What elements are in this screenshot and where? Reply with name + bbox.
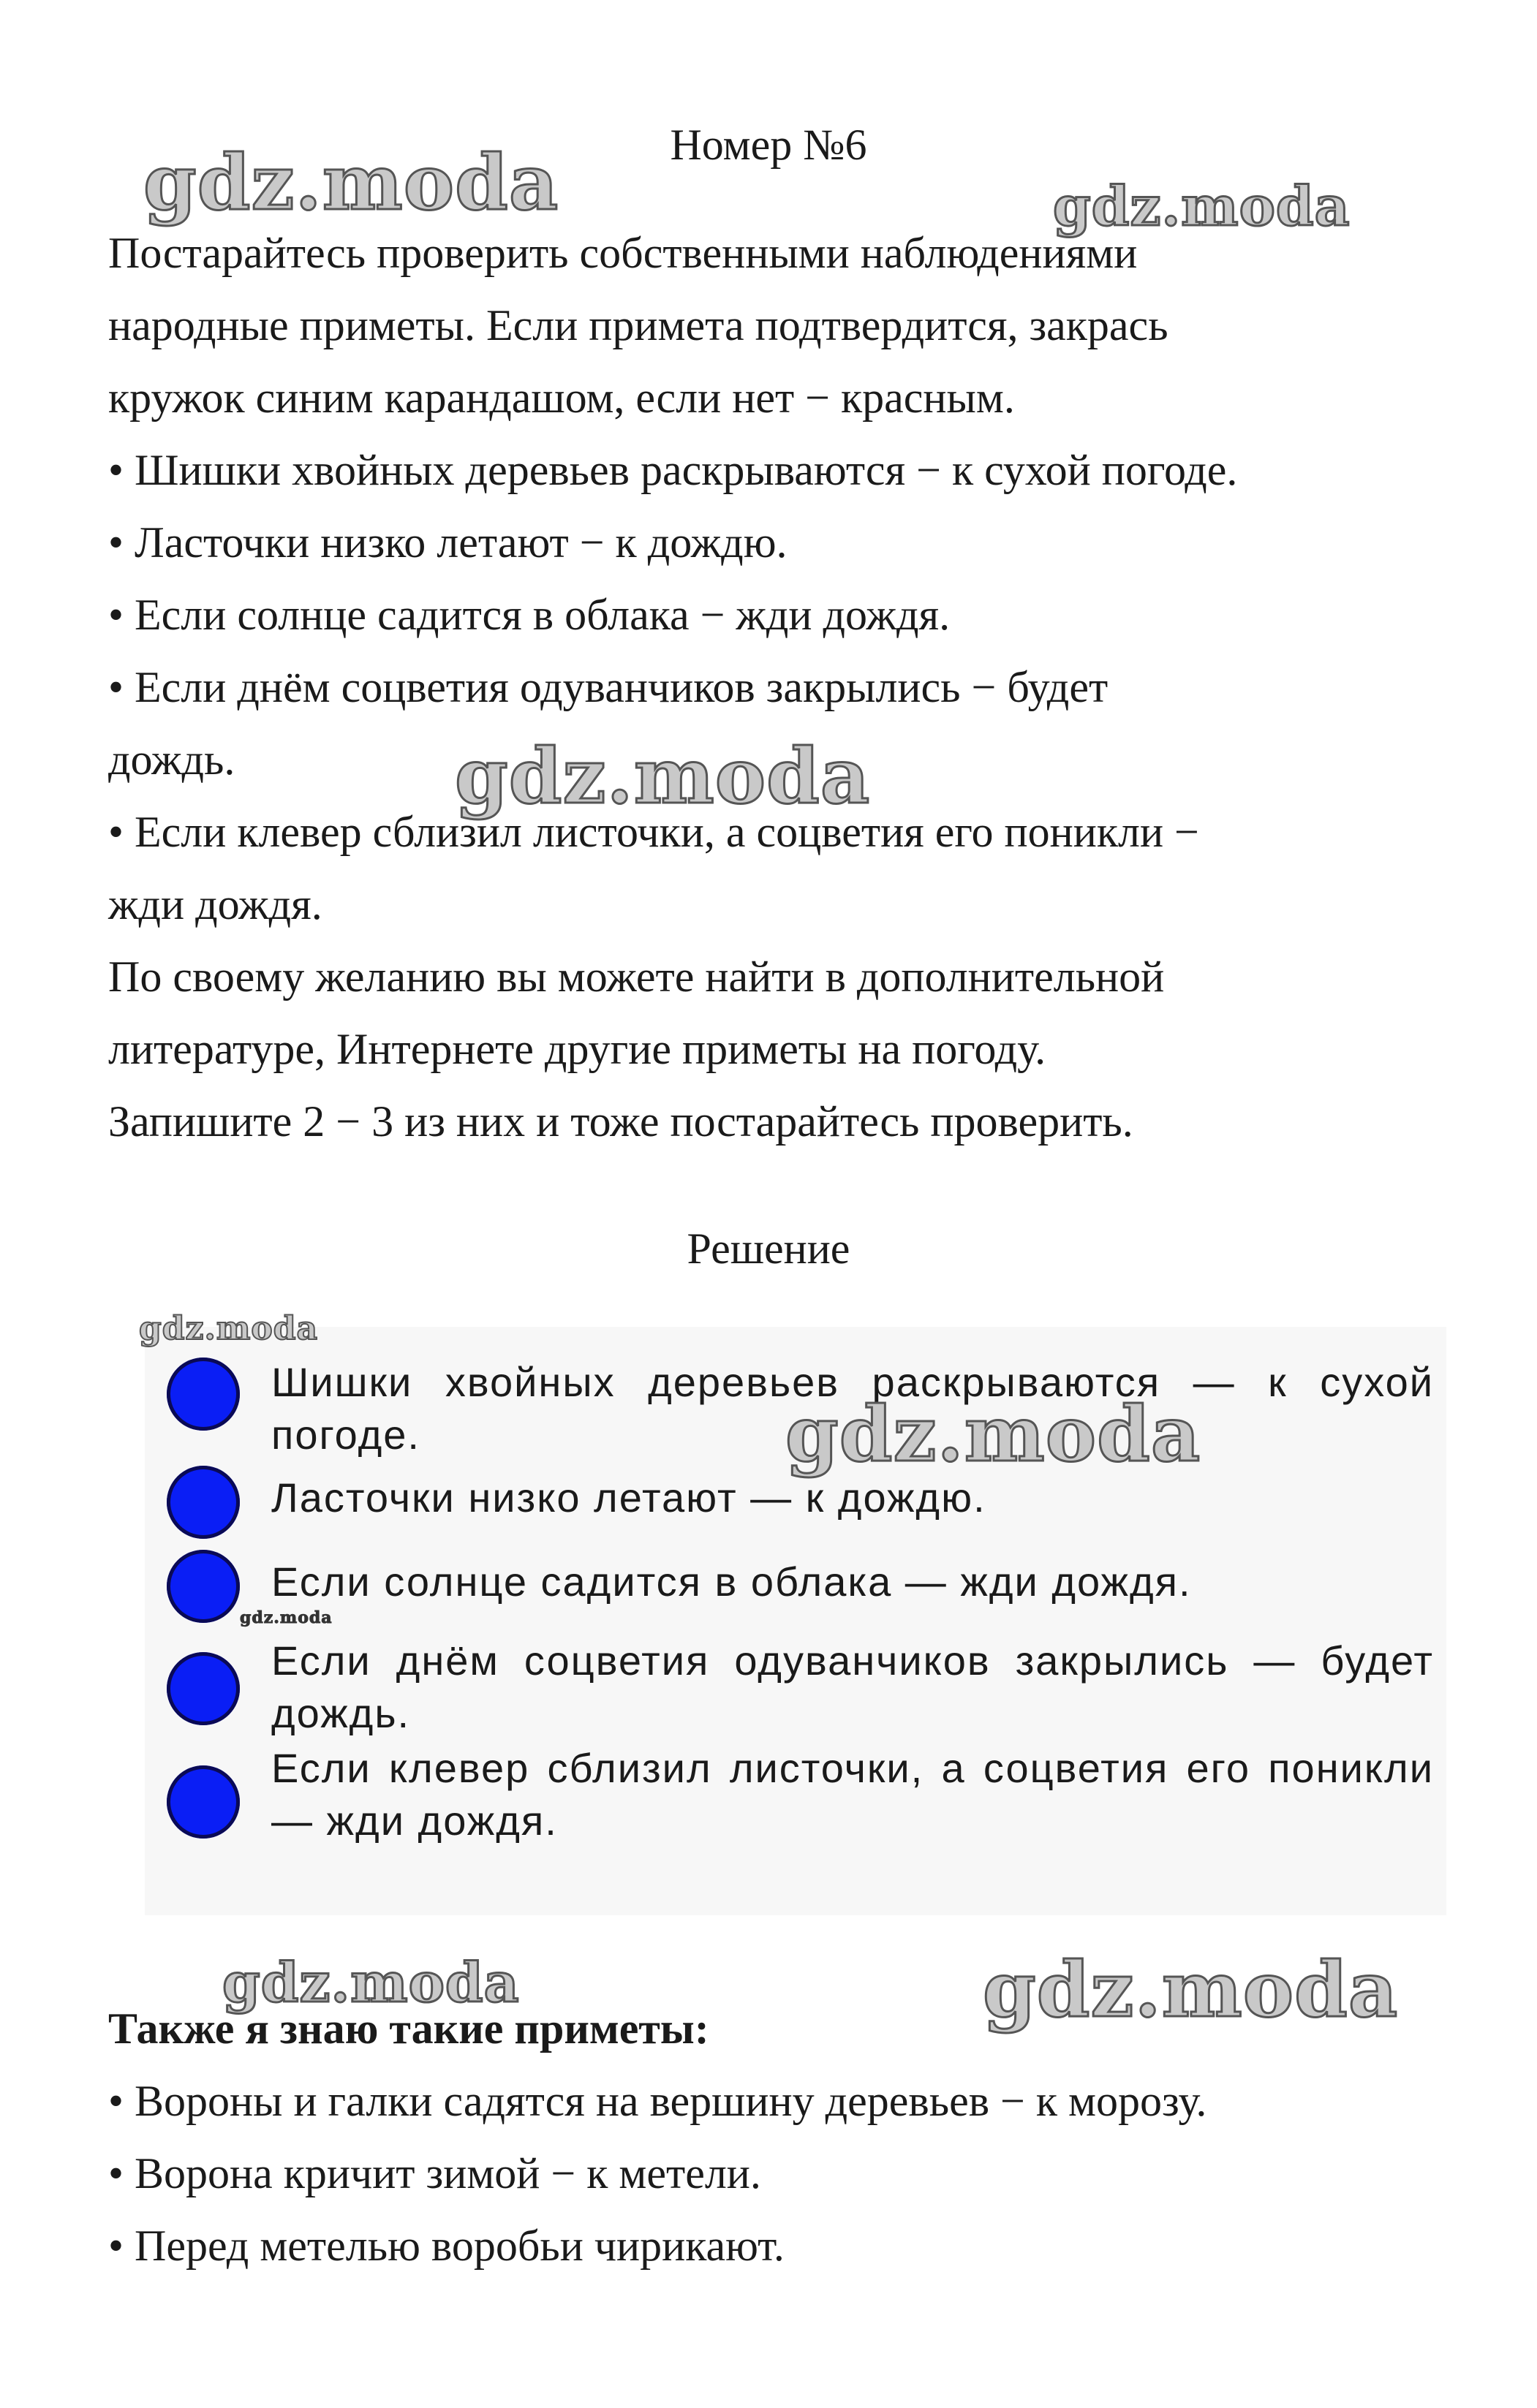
task-line: По своему желанию вы можете найти в дополнительной	[108, 953, 1165, 1001]
extra-line: • Вороны и галки садятся на вершину деревьев − к морозу.	[108, 2077, 1207, 2125]
task-line: дождь.	[108, 735, 235, 784]
filled-circle-icon	[167, 1358, 240, 1431]
solution-item-text: Если солнце садится в облака — жди дождя.	[271, 1559, 1192, 1605]
filled-circle-icon	[167, 1652, 240, 1725]
watermark: gdz.moda	[143, 137, 559, 227]
task-line: народные приметы. Если примета подтвердится, закрась	[108, 301, 1168, 349]
task-line: • Если солнце садится в облака − жди дождя.	[108, 591, 951, 639]
extra-line: • Перед метелью воробьи чирикают.	[108, 2222, 785, 2270]
task-line: • Шишки хвойных деревьев раскрываются − к сухой погоде.	[108, 446, 1238, 494]
watermark: gdz.moda	[139, 1310, 319, 1347]
filled-circle-icon	[167, 1466, 240, 1539]
task-line: жди дождя.	[108, 880, 322, 928]
solution-item-text: Ласточки низко летают — к дождю.	[271, 1474, 986, 1521]
task-line: • Если клевер сблизил листочки, а соцветия его поникли −	[108, 808, 1199, 856]
filled-circle-icon	[167, 1550, 240, 1623]
watermark: gdz.moda	[240, 1608, 333, 1627]
task-line: кружок синим карандашом, если нет − красным.	[108, 374, 1015, 422]
solution-item-text: Если днём соцветия одуванчиков закрылись — будет дождь.	[271, 1637, 1434, 1736]
solution-item-text: Если клевер сблизил листочки, а соцветия его поникли — жди дождя.	[271, 1745, 1434, 1844]
filled-circle-icon	[167, 1765, 240, 1839]
task-line: Постарайтесь проверить собственными наблюдениями	[108, 229, 1138, 277]
watermark: gdz.moda	[455, 731, 871, 821]
extra-heading: Также я знаю такие приметы:	[108, 2004, 709, 2053]
watermark: gdz.moda	[222, 1952, 520, 2015]
watermark: gdz.moda	[1053, 175, 1351, 238]
task-line: • Если днём соцветия одуванчиков закрылись − будет	[108, 663, 1109, 711]
watermark: gdz.moda	[785, 1389, 1201, 1479]
extra-line: • Ворона кричит зимой − к метели.	[108, 2149, 761, 2197]
solution-title: Решение	[687, 1224, 850, 1273]
task-line: литературе, Интернете другие приметы на погоду.	[108, 1025, 1046, 1073]
task-line: Запишите 2 − 3 из них и тоже постарайтесь проверить.	[108, 1097, 1133, 1146]
page-title: Номер №6	[670, 121, 867, 169]
solution-item-text: Шишки хвойных деревьев раскрываются — к сухой погоде.	[271, 1359, 1434, 1458]
task-line: • Ласточки низко летают − к дождю.	[108, 518, 788, 567]
watermark: gdz.moda	[983, 1945, 1399, 2034]
